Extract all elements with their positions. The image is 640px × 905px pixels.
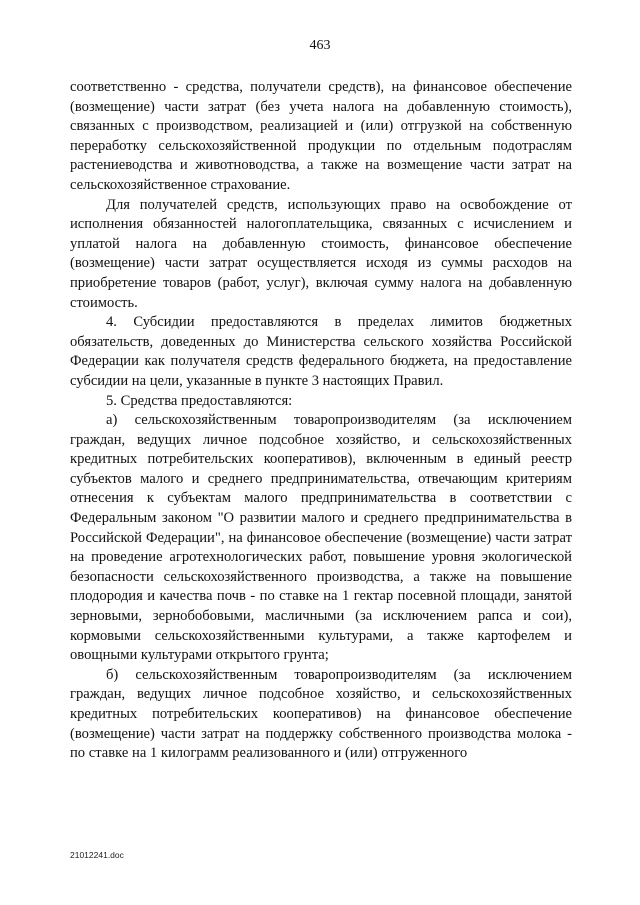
paragraph-continuation: соответственно - средства, получатели средств), на финансовое обеспечение (возмещение) части затрат (без учета налога на добавленную стоимость), связанных с производством, реализацией и (или) отгрузкой на собственную переработку сельскохозяйственной продукции по отдельным подотраслям растениеводства и животноводства, а также на возмещение части затрат на сельскохозяйственное страхование. [70,79,572,193]
paragraph-item-5b: б) сельскохозяйственным товаропроизводителям (за исключением граждан, ведущих личное подсобное хозяйство, и сельскохозяйственных кредитных потребительских кооперативов) на финансовое обеспечение (возмещение) части затрат на поддержку собственного производства молока - по ставке на 1 килограмм реализованного и (или) отгруженного [70,666,572,762]
paragraph-item-5a: а) сельскохозяйственным товаропроизводителям (за исключением граждан, ведущих личное подсобное хозяйство, и сельскохозяйственных кредитных потребительских кооперативов), включенным в единый реестр субъектов малого и среднего предпринимательства, отвечающим критериям отнесения к субъектам малого предпринимательства в соответствии с Федеральным законом "О развитии малого и среднего предпринимательства в Российской Федерации", на финансовое обеспечение (возмещение) части затрат на проведение агротехнологических работ, повышение уровня экологической безопасности сельскохозяйственного производства, а также на повышение плодородия и качества почв - по ставке на 1 гектар посевной площади, занятой зерновыми, зернобобовыми, масличными (за исключением рапса и сои), кормовыми сельскохозяйственными культурами, а также картофелем и овощными культурами открытого грунта; [70,412,572,664]
paragraph-vat-exemption: Для получателей средств, использующих право на освобождение от исполнения обязанностей налогоплательщика, связанных с исчислением и уплатой налога на добавленную стоимость, финансовое обеспечение (возмещение) части затрат осуществляется исходя из суммы расходов на приобретение товаров (работ, услуг), включая сумму налога на добавленную стоимость. [70,196,572,311]
paragraph-item-5: 5. Средства предоставляются: [106,392,293,409]
document-filename: 21012241.doc [70,850,124,860]
paragraph-item-4: 4. Субсидии предоставляются в пределах лимитов бюджетных обязательств, доведенных до Министерства сельского хозяйства Российской Федерации как получателя средств федерального бюджета, на предоставление субсидии на цели, указанные в пункте 3 настоящих Правил. [70,314,572,389]
page-number: 463 [309,38,331,53]
document-body [70,78,572,764]
